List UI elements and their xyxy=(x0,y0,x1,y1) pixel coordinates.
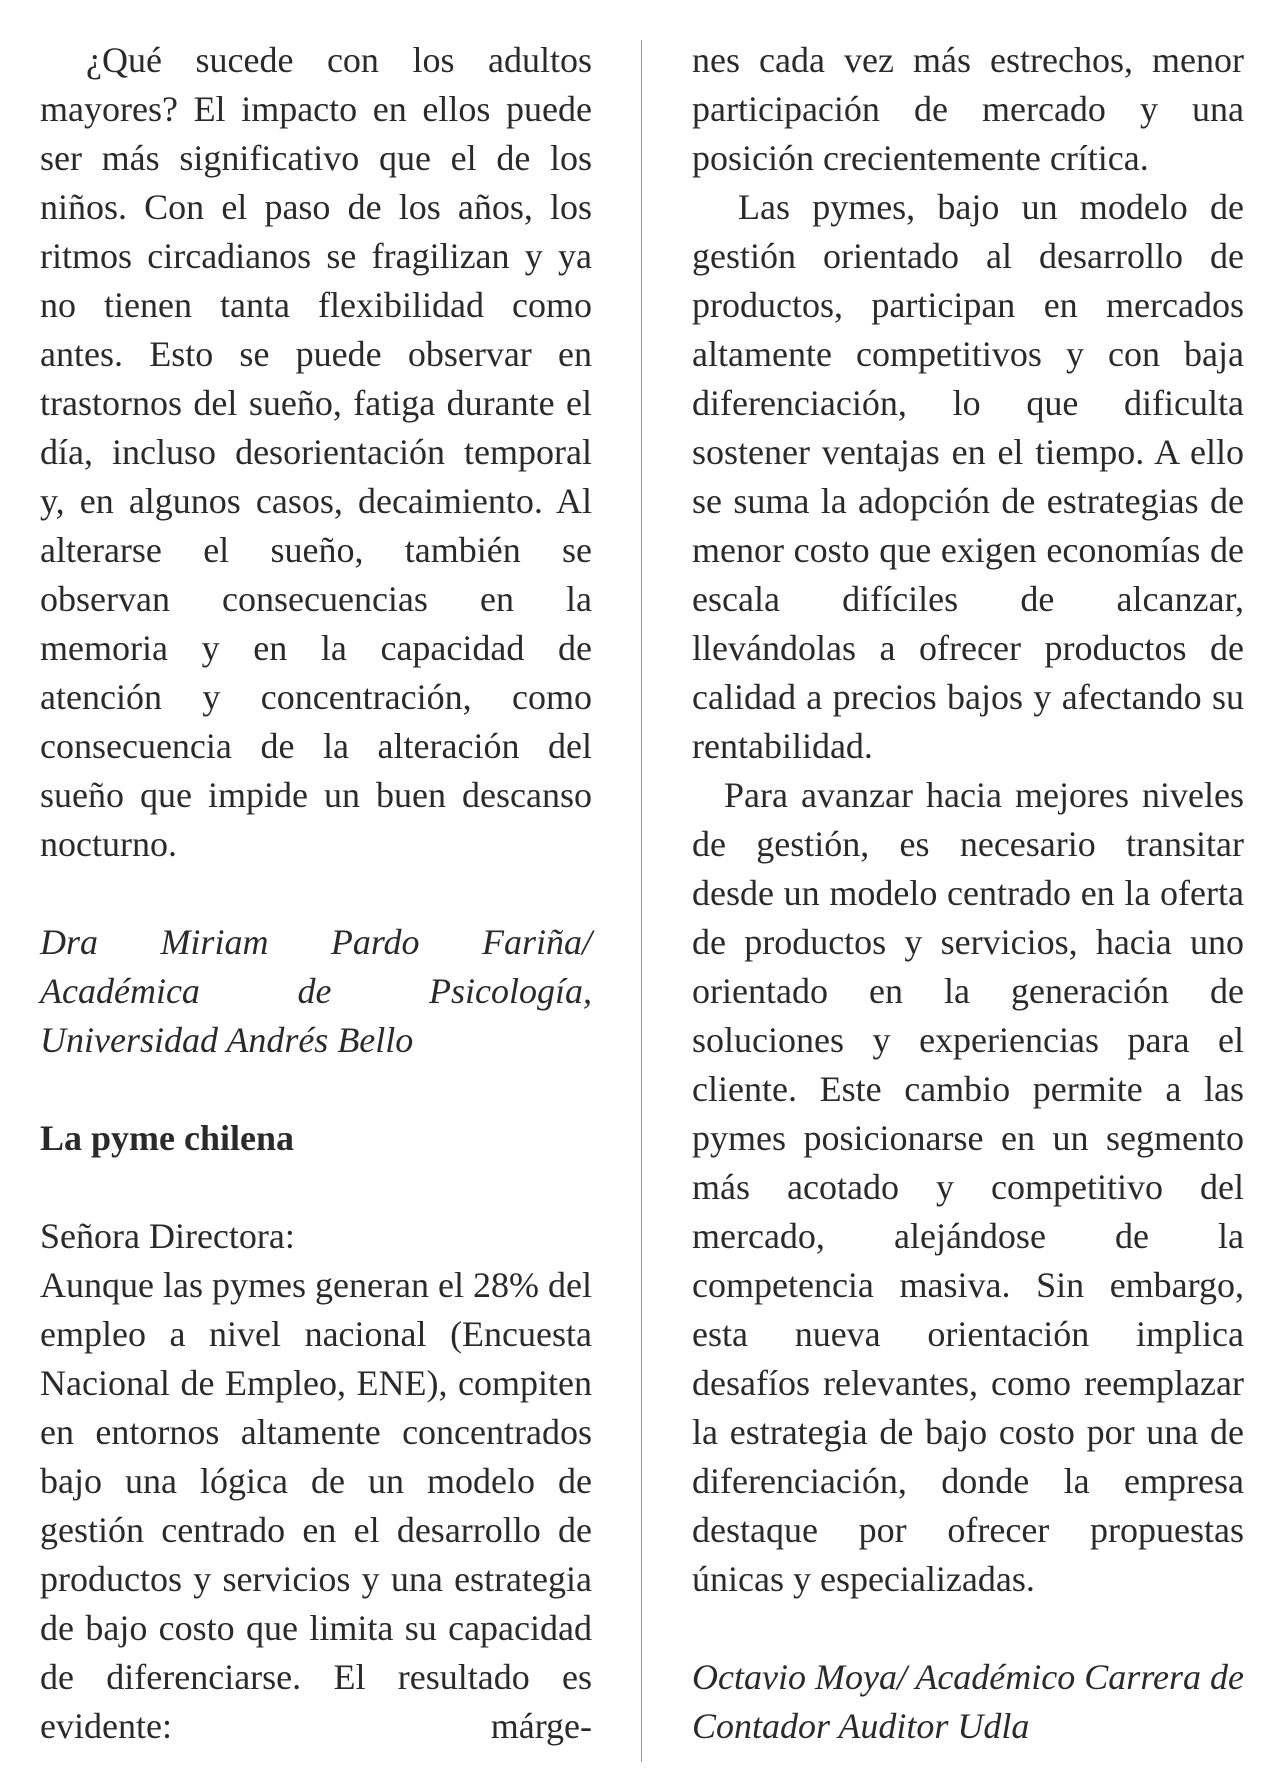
left-column xyxy=(40,36,592,1751)
letter-2-signature: Octavio Moya/ Académico Carrera de Contador Auditor Udla xyxy=(692,1657,1244,1746)
letter-1-signature: Dra Miriam Pardo Fariña/ Académica de Psicología, Universidad Andrés Bello xyxy=(40,922,592,1060)
right-column xyxy=(692,36,1244,1751)
letter-2-salutation: Señora Directora: xyxy=(40,1216,295,1256)
column-divider xyxy=(641,40,642,1762)
letter-2-paragraph-1-end: nes cada vez más estrechos, menor participación de mercado y una posición crecientemente crítica. xyxy=(692,40,1244,178)
letter-2-paragraph-3: Para avanzar hacia mejores niveles de gestión, es necesario transitar desde un modelo centrado en la oferta de productos y servicios, hacia uno orientado en la generación de soluciones y experiencias para el cliente. Este cambio permite a las pymes posicionarse en un segmento más acotado y competitivo del mercado, alejándose de la competencia masiva. Sin embargo, esta nueva orientación implica desafíos relevantes, como reemplazar la estrategia de bajo costo por una de diferenciación, donde la empresa destaque por ofrecer propuestas únicas y especializadas. xyxy=(692,775,1244,1599)
letter-2-paragraph-1-start: Aunque las pymes generan el 28% del empleo a nivel nacional (Encuesta Nacional de Empleo, ENE), compiten en entornos altamente concentrados bajo una lógica de un modelo de gestión centrado en el desarrollo de productos y servicios y una estrategia de bajo costo que limita su capacidad de diferenciarse. El resultado es evidente: márge- xyxy=(40,1265,592,1746)
letter-1-body: ¿Qué sucede con los adultos mayores? El impacto en ellos puede ser más significativo que el de los niños. Con el paso de los años, los ritmos circadianos se fragilizan y ya no tienen tanta flexibilidad como antes. Esto se puede observar en trastornos del sueño, fatiga durante el día, incluso desorientación temporal y, en algunos casos, decaimiento. Al alterarse el sueño, también se observan consecuencias en la memoria y en la capacidad de atención y concentración, como consecuencia de la alteración del sueño que impide un buen descanso nocturno. xyxy=(40,40,592,864)
letter-2-headline: La pyme chilena xyxy=(40,1118,295,1158)
letter-2-paragraph-2: Las pymes, bajo un modelo de gestión orientado al desarrollo de productos, participan en mercados altamente competitivos y con baja diferenciación, lo que dificulta sostener ventajas en el tiempo. A ello se suma la adopción de estrategias de menor costo que exigen economías de escala difíciles de alcanzar, llevándolas a ofrecer productos de calidad a precios bajos y afectando su rentabilidad. xyxy=(692,187,1244,766)
